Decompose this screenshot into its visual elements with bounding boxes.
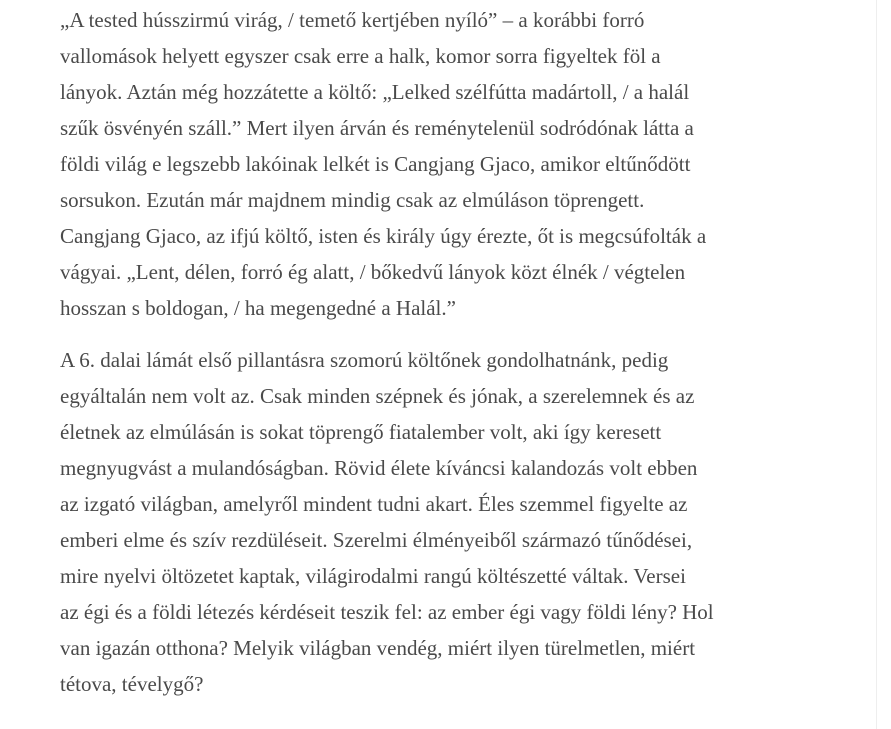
paragraph-line: vágyai. „Lent, délen, forró ég alatt, / bőkedvű lányok közt élnék / végtelen: [60, 260, 686, 284]
paragraph-line: az égi és a földi létezés kérdéseit teszik fel: az ember égi vagy földi lény? Hol: [60, 600, 714, 624]
article-paragraph: [60, 342, 840, 702]
paragraph-line: életnek az elmúlásán is sokat töprengő fiatalember volt, aki így keresett: [60, 420, 662, 444]
paragraph-line: az izgató világban, amelyről mindent tudni akart. Éles szemmel figyelte az: [60, 492, 688, 516]
paragraph-line: vallomások helyett egyszer csak erre a halk, komor sorra figyeltek föl a: [60, 44, 661, 68]
paragraph-line: lányok. Aztán még hozzátette a költő: „Lelked szélfútta madártoll, / a halál: [60, 80, 690, 104]
paragraph-line: szűk ösvényén száll.” Mert ilyen árván és reménytelenül sodródónak látta a: [60, 116, 694, 140]
paragraph-line: földi világ e legszebb lakóinak lelkét is Cangjang Gjaco, amikor eltűnődött: [60, 152, 691, 176]
paragraph-line: emberi elme és szív rezdüléseit. Szerelmi élményeiből származó tűnődései,: [60, 528, 693, 552]
scrollbar-track[interactable]: [876, 0, 891, 729]
paragraph-line: sorsukon. Ezután már majdnem mindig csak az elmúláson töprengett.: [60, 188, 645, 212]
article-paragraph: [60, 0, 840, 326]
paragraph-line: egyáltalán nem volt az. Csak minden szépnek és jónak, a szerelemnek és az: [60, 384, 695, 408]
paragraph-line: van igazán otthona? Melyik világban vendég, miért ilyen türelmetlen, miért: [60, 636, 696, 660]
paragraph-line: hosszan s boldogan, / ha megengedné a Halál.”: [60, 296, 456, 320]
paragraph-line: „A tested hússzirmú virág, / temető kertjében nyíló” – a korábbi forró: [60, 8, 645, 32]
paragraph-line: tétova, tévelygő?: [60, 672, 204, 696]
paragraph-line: megnyugvást a mulandóságban. Rövid élete kíváncsi kalandozás volt ebben: [60, 456, 698, 480]
paragraph-line: mire nyelvi öltözetet kaptak, világirodalmi rangú költészetté váltak. Versei: [60, 564, 686, 588]
article-body: [60, 0, 840, 702]
paragraph-line: A 6. dalai lámát első pillantásra szomorú költőnek gondolhatnánk, pedig: [60, 348, 669, 372]
paragraph-line: Cangjang Gjaco, az ifjú költő, isten és király úgy érezte, őt is megcsúfolták a: [60, 224, 707, 248]
